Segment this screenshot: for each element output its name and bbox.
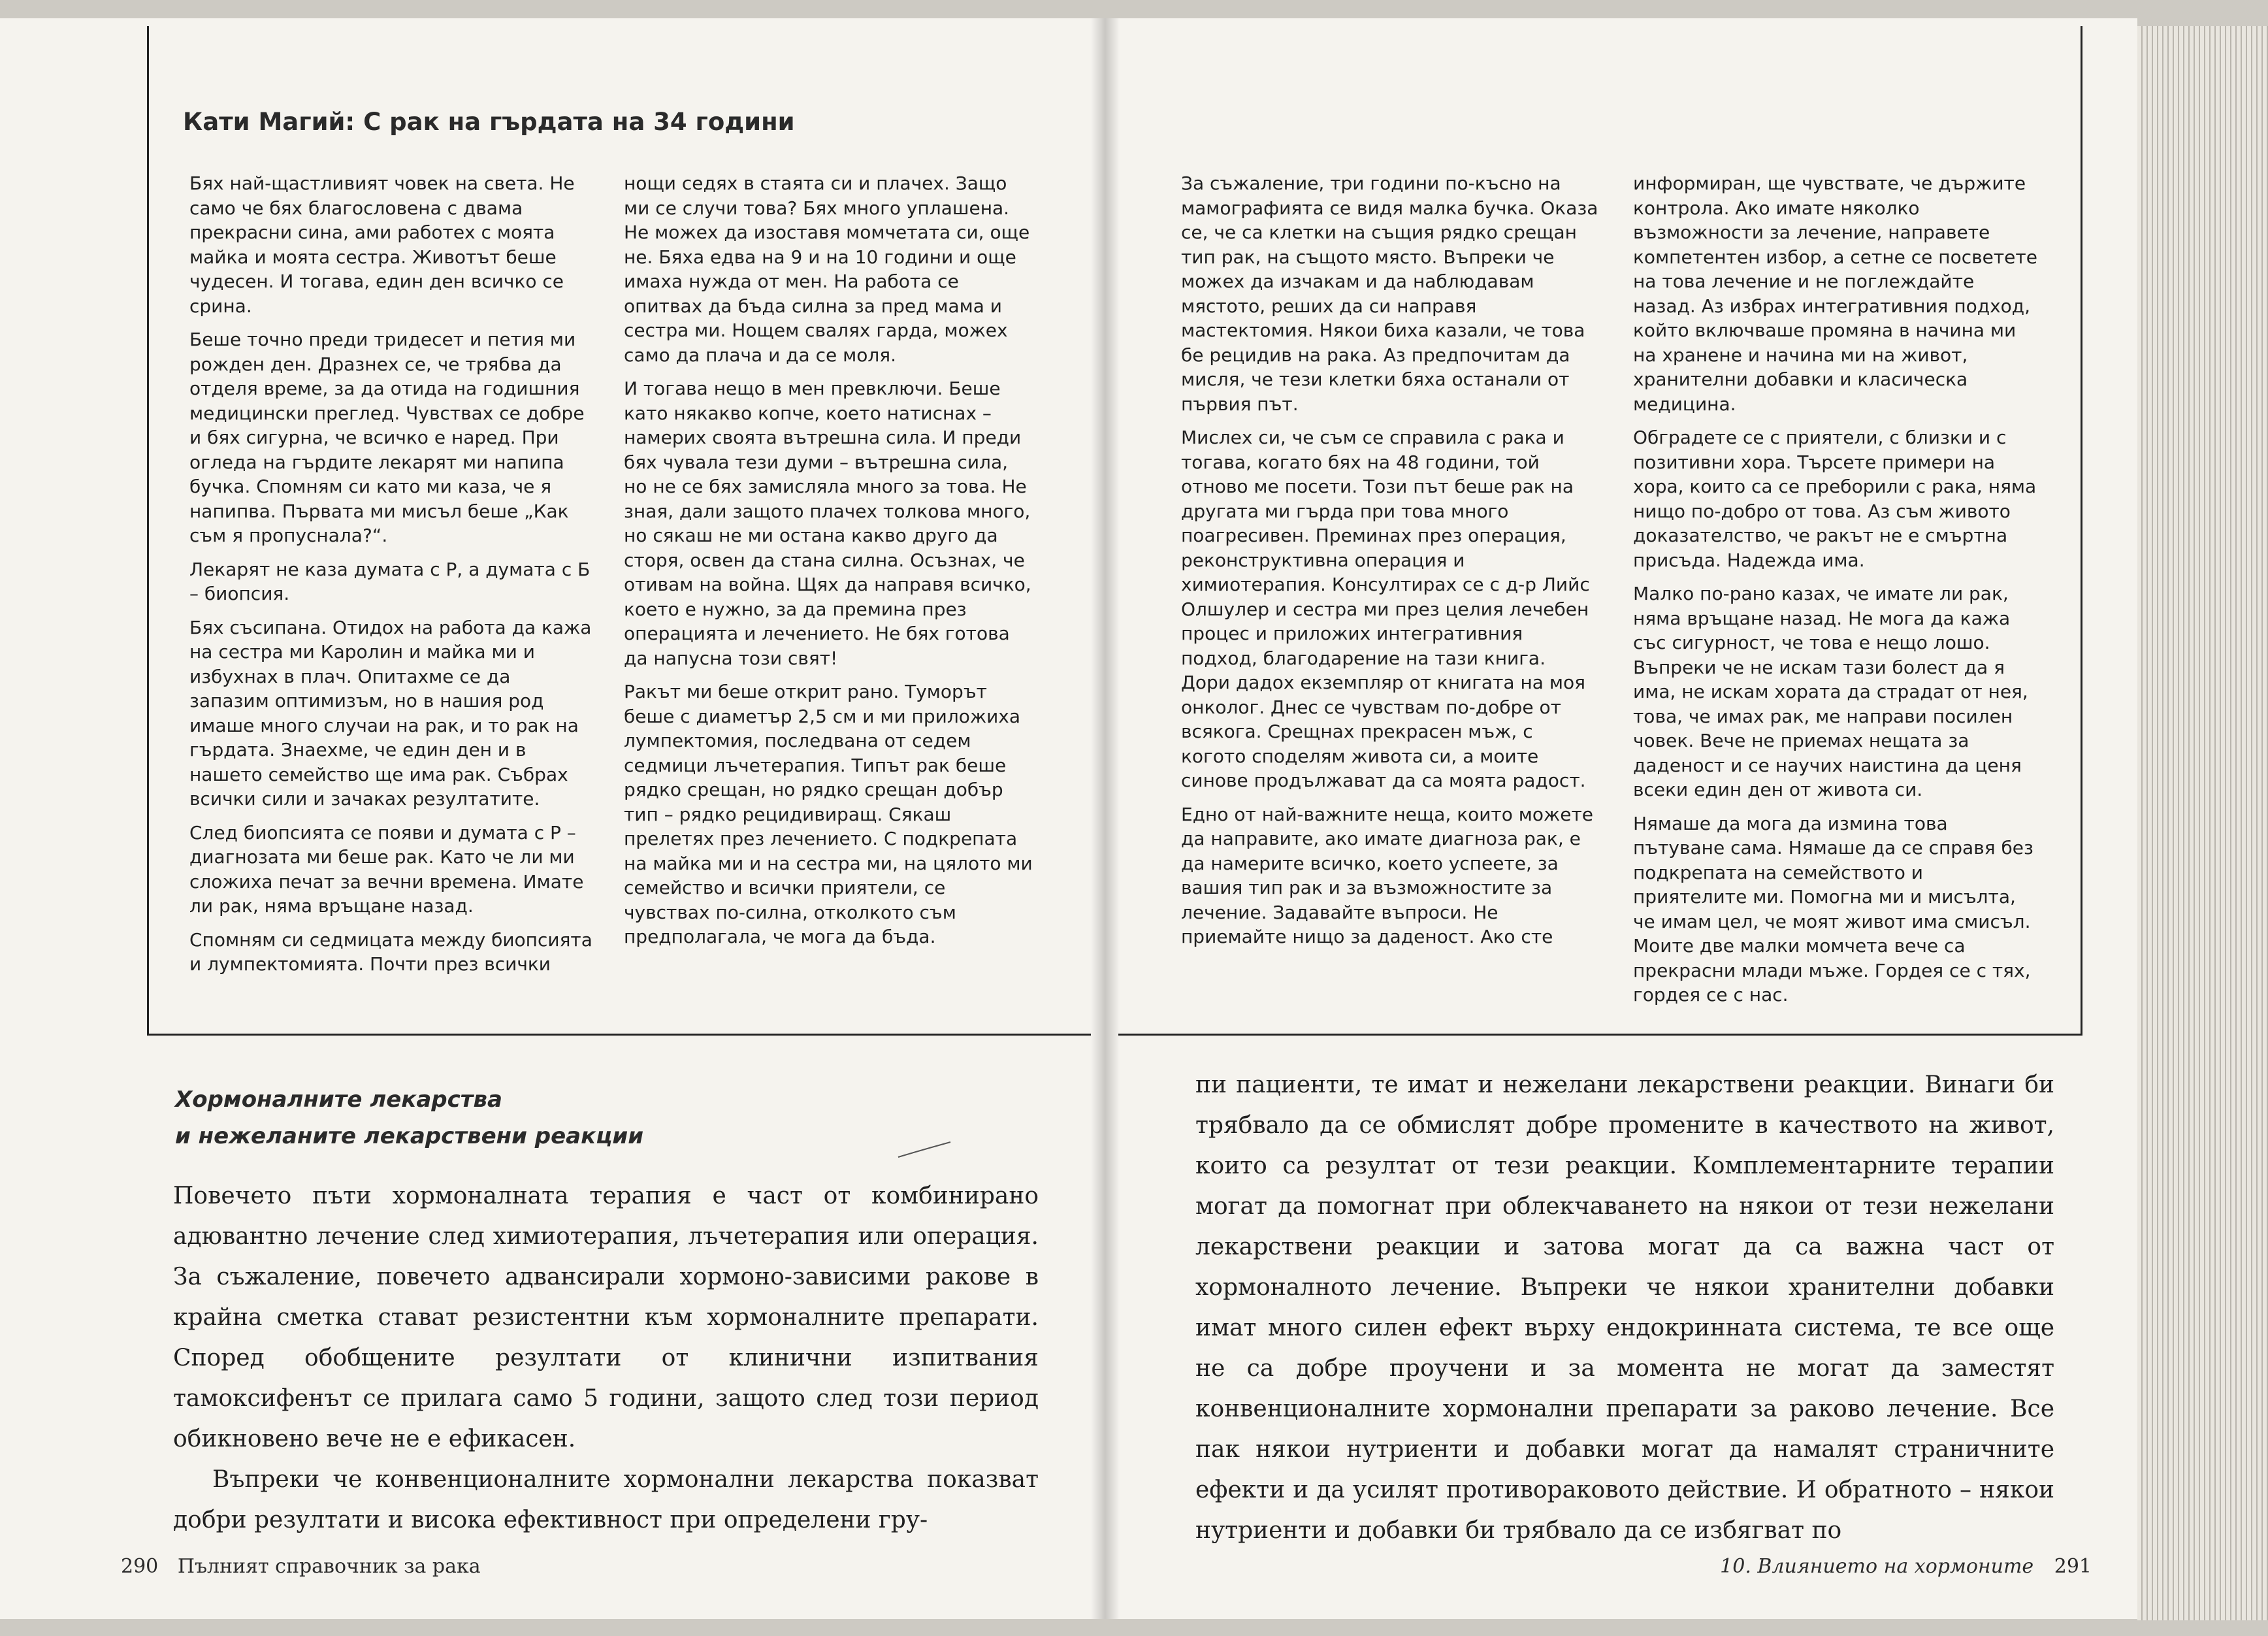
sidebar-paragraph: Ракът ми беше открит рано. Туморът беше с диаметър 2,5 см и ми приложиха лумпектомия, последвана от седем седмици лъчетерапия. Типът рак беше рядко срещан, но рядко срещан добър тип – рядко рецидивиращ. Сякаш прелетях през лечението. С подкрепата на майка ми и на сестра ми, на цялото ми семейство и всички приятели, се чувствах по-силна, отколкото съм предполагала, че мога да бъда. <box>624 681 1033 947</box>
sidebar-paragraph: Мислех си, че съм се справила с рака и тогава, когато бях на 48 години, той отново ме посети. Този път беше рак на другата ми гърда при това много поагресивен. Преминах през операция, реконструктивна операция и химиотерапия. Консултирах се с д-р Лийс Олшулер и сестра ми през целия лечебен процес и приложих интегративния подход, благодарение на тази книга. Дори дадох екземпляр от книгата на моя онколог. Днес се чувствам по-добре от всякога. Срещнах прекрасен мъж, с когото споделям живота си, а моите синове продължават да са моята радост. <box>1181 427 1590 791</box>
body-paragraph: Въпреки че конвенционалните хормонални лекарства показват добри резултати и висока ефективност при определени гру- <box>173 1466 1039 1533</box>
running-head-book-title: Пълният справочник за рака <box>177 1555 481 1578</box>
section-heading <box>175 1081 894 1154</box>
footer-right <box>1720 1555 2092 1578</box>
page-number-left: 290 <box>121 1555 159 1578</box>
page-number-right: 291 <box>2054 1555 2092 1578</box>
body-text-left <box>173 1176 1039 1541</box>
sidebar-paragraph: Обградете се с приятели, с близки и с позитивни хора. Търсете примери на хора, които са се преборили с рака, няма нищо по-добро от това. Аз съм живото доказателство, че ракът не е смъртна присъда. Надежда има. <box>1633 427 2037 571</box>
sidebar-paragraph: За съжаление, три години по-късно на мамографията се видя малка бучка. Оказа се, че са клетки на същия рядко срещан тип рак, на същото място. Въпреки че можех да изчакам и да наблюдавам мястото, реших да си направя мастектомия. Някои биха казали, че това бе рецидив на рака. Аз предпочитам да мисля, че тези клетки бяха останали от първия път. <box>1181 172 1598 415</box>
sidebar-column-4 <box>1633 171 2041 1017</box>
pen-mark <box>895 1140 954 1160</box>
section-heading-line: Хормоналните лекарства <box>175 1087 502 1113</box>
sidebar-paragraph: Бях съсипана. Отидох на работа да кажа на сестра ми Каролин и майка ми и избухнах в плач. Опитахме се да запазим оптимизъм, но в нашия род имаше много случаи на рак, и то рак на гърдата. Знаехме, че един ден и в нашето семейство ще има рак. Събрах всички сили и зачаках резултатите. <box>189 616 592 810</box>
sidebar-paragraph: Едно от най-важните неща, които можете да направите, ако имате диагноза рак, е да намерите всичко, което успеете, за вашия тип рак и за възможностите за лечение. Задавайте въпроси. Не приемайте нищо за даденост. Ако сте <box>1181 803 1594 947</box>
sidebar-column-1 <box>189 171 594 986</box>
page-edges <box>2137 26 2268 1620</box>
sidebar-paragraph: Спомням си седмицата между биопсията и лумпектомията. Почти през всички <box>189 928 592 975</box>
sidebar-box-title: Кати Магий: С рак на гърдата на 34 години <box>183 108 795 136</box>
body-text-right <box>1195 1065 2054 1551</box>
sidebar-paragraph: Малко по-рано казах, че имате ли рак, няма връщане назад. Не мога да кажа със сигурност, че това е нещо лошо. Въпреки че не искам тази болест да я има, не искам хората да страдат от нея, това, че имах рак, ме направи посилен човек. Вече не приемах нещата за даденост и се научих наистина да ценя всеки един ден от живота си. <box>1633 583 2028 800</box>
sidebar-paragraph: информиран, ще чувствате, че държите контрола. Ако имате няколко възможности за лечение, направете компетентен избор, а сетне се посветете на това лечение и не поглеждайте назад. Аз избрах интегративния подход, който включваше промяна в начина ми на хранене и начина ми на живот, хранителни добавки и класическа медицина. <box>1633 172 2037 415</box>
running-head-chapter: 10. Влиянието на хормоните <box>1720 1555 2034 1578</box>
body-paragraph: Повечето пъти хормоналната терапия е част от комбинирано адювантно лечение след химиотерапия, лъчетерапия или операция. За съжаление, повечето адвансирали хормоно-зависими ракове в крайна сметка стават резистентни към хормоналните препарати. Според обобщените резултати от клинични изпитвания тамоксифенът се прилага само 5 години, защото след този период обикновено вече не е ефикасен. <box>173 1183 1039 1452</box>
footer-left <box>121 1555 481 1578</box>
body-paragraph: пи пациенти, те имат и нежелани лекарствени реакции. Винаги би трябвало да се обмислят добре промените в качеството на живот, които са резултат от тези реакции. Комплементарните терапии могат да помогнат при облекчаването на някои от тези нежелани лекарствени реакции и затова могат да са важна част от хормоналното лечение. Въпреки че някои хранителни добавки имат много силен ефект върху ендокринната система, те все още не са добре проучени и за момента не могат да заместят конвенционалните хормонални препарати за раково лечение. Все пак някои нутриенти и добавки могат да намалят страничните ефекти и да усилят противораковото действие. И обратното – някои нутриенти и добавки би трябвало да се избягват по <box>1195 1072 2054 1544</box>
book-gutter <box>1091 18 1120 1619</box>
sidebar-column-3 <box>1181 171 1599 958</box>
sidebar-paragraph: нощи седях в стаята си и плачех. Защо ми се случи това? Бях много уплашена. Не можех да изоставя момчетата си, още не. Бяха едва на 9 и на 10 години и още имаха нужда от мен. На работа се опитвах да бъда силна за пред мама и сестра ми. Нощем свалях гарда, можех само да плача и да се моля. <box>624 172 1030 366</box>
sidebar-paragraph: Бях най-щастливият човек на света. Не само че бях благословена с двама прекрасни сина, ами работех с моята майка и моята сестра. Животът беше чудесен. И тогава, един ден всичко се срина. <box>189 172 575 317</box>
sidebar-column-2 <box>624 171 1035 958</box>
sidebar-paragraph: Беше точно преди тридесет и петия ми рожден ден. Дразнех се, че трябва да отделя време, за да отида на годишния медицински преглед. Чувствах се добре и бях сигурна, че всичко е наред. При огледа на гърдите лекарят ми напипа бучка. Спомням си като ми каза, че я напипва. Първата ми мисъл беше „Как съм я пропуснала?“. <box>189 329 585 546</box>
sidebar-paragraph: И тогава нещо в мен превключи. Беше като някакво копче, което натиснах – намерих своята вътрешна сила. И преди бях чувала тези думи – вътрешна сила, но не се бях замисляла много за това. Не зная, дали защото плачех толкова много, но сякаш не ми остана какво друго да сторя, освен да стана силна. Осъзнах, че отивам на война. Щях да направя всичко, което е нужно, за да премина през операцията и лечението. Не бях готова да напусна този свят! <box>624 378 1031 669</box>
sidebar-paragraph: След биопсията се появи и думата с Р – диагнозата ми беше рак. Като че ли ми сложиха печат за вечни времена. Имате ли рак, няма връщане назад. <box>189 821 584 917</box>
sidebar-paragraph: Нямаше да мога да измина това пътуване сама. Нямаше да се справя без подкрепата на семейството и приятелите ми. Помогна ми и мисълта, че имам цел, че моят живот има смисъл. Моите две малки момчета вече са прекрасни млади мъже. Гордея се с тях, гордея се с нас. <box>1633 812 2033 1006</box>
section-heading-line: и нежеланите лекарствени реакции <box>175 1123 644 1149</box>
sidebar-paragraph: Лекарят не каза думата с Р, а думата с Б – биопсия. <box>189 558 591 604</box>
